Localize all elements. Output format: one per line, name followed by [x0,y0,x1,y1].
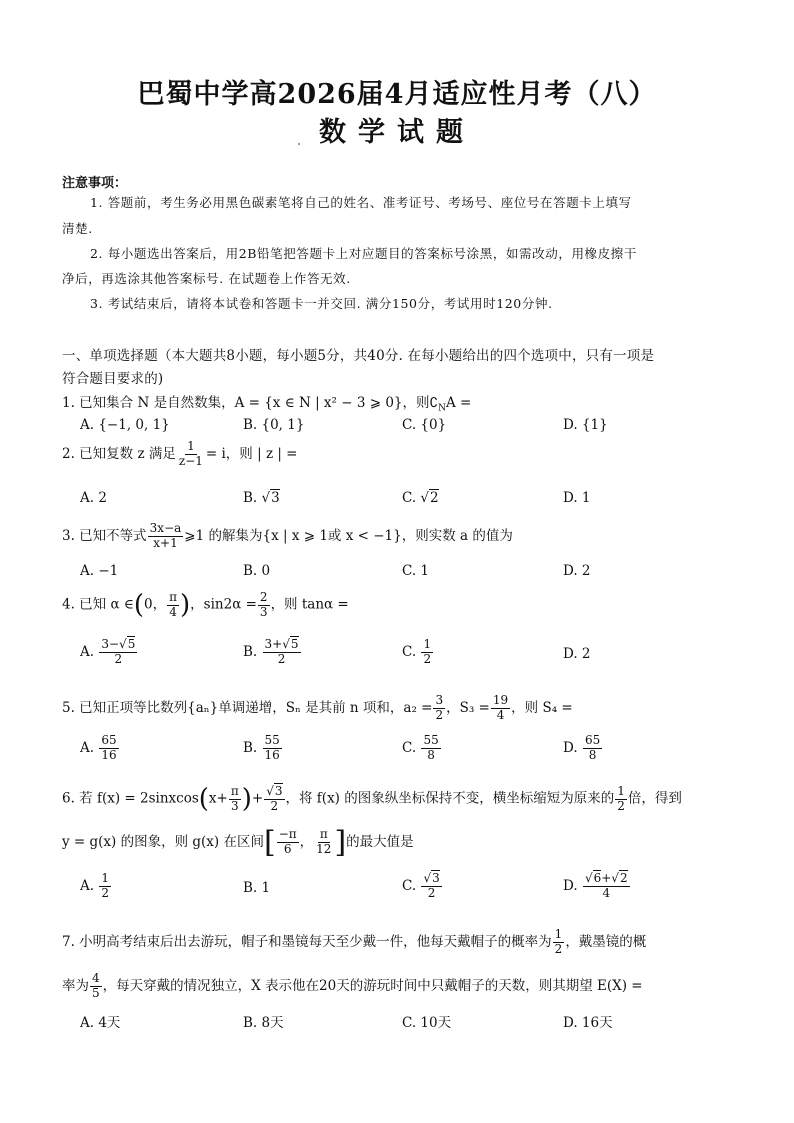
q6-plus: + [251,790,264,807]
q2-option-c: C. √2 [402,490,439,506]
q6-close-bracket: ] [334,825,347,860]
q4-fraction [258,591,270,620]
q6-open-bracket: [ [263,825,276,860]
q6-inner-pre: x+ [208,790,228,807]
q6-pi: π [230,783,239,798]
q4-pre: 4. 已知 α ∈ [62,596,134,613]
q5-option-c-fraction [421,734,440,763]
q5-option-c [402,734,442,763]
q6-line2-pre: y = g(x) 的图象，则 g(x) 在区间 [62,834,264,850]
q4-option-a-num-sqrt: 5 [127,637,136,651]
q6-option-d-sqrt1: 6 [593,871,602,885]
q7-p2-den: 5 [92,985,100,1000]
question-1-stem [62,391,471,414]
q6-line2-post: 的最大值是 [346,834,414,850]
q6-option-a-fraction [99,872,111,901]
q6-option-d-fraction [583,872,630,901]
q6-option-a-label: A. [80,877,95,894]
q1-stem-tail: A = [445,395,472,411]
q6-post2: 倍，得到 [627,790,682,807]
q5-option-a-num: 65 [101,733,117,747]
q6-option-d-plus: + [601,871,612,885]
q6-hi-den: 12 [316,842,332,856]
q4-option-b [243,638,302,667]
question-4-stem [62,590,349,620]
question-7-stem-line-1 [62,928,646,957]
q2-option-b-value: 3 [271,490,280,506]
q7-p2-num: 4 [92,971,100,985]
q5-option-d [563,734,603,763]
notice-heading: 注意事项： [62,176,128,191]
q5-s3-den: 4 [496,707,505,722]
q6-option-a-den: 2 [101,885,109,900]
q7-line2-pre: 率为 [62,977,89,994]
notice-line-3: 2. 每小题选出答案后，用2B铅笔把答题卡上对应题目的答案标号涂黑，如需改动，用橡皮擦干 [90,246,637,261]
q7-option-b: B. 8天 [243,1015,284,1031]
q2-option-d: D. 1 [563,490,591,506]
q5-pre: 5. 已知正项等比数列{aₙ}单调递增，Sₙ 是其前 n 项和，a₂ = [62,699,433,716]
q5-a2-num: 3 [435,693,444,707]
q4-option-a-label: A. [80,643,95,660]
section-heading-line-2: 符合题目要求的) [62,371,164,387]
q5-option-d-den: 8 [588,747,597,762]
q2-option-c-label: C. [402,490,417,506]
q3-fraction-den: x+1 [153,535,178,550]
page-title: 巴蜀中学高2026届4月适应性月考（八） [137,79,657,110]
q6-option-c-sqrt: 3 [432,871,440,885]
q6-option-a-num: 1 [101,871,109,885]
q4-option-c-num: 1 [423,637,432,651]
q4-option-b-label: B. [243,643,258,660]
q5-option-a-den: 16 [101,747,117,762]
q6-interval-hi [314,828,333,857]
q1-complement-sub: N [438,403,446,414]
q1-option-a: A. {−1, 0, 1} [80,417,170,433]
q6-interval-lo [277,828,299,857]
q5-option-b-label: B. [243,739,258,756]
q6-option-c [402,872,443,901]
q6-lo-den: 6 [283,842,292,856]
q5-option-b-num: 55 [264,733,280,747]
q6-option-d-label: D. [563,877,578,894]
q2-option-b-label: B. [243,490,258,506]
q4-option-a-den: 2 [114,651,123,666]
q7-pre: 7. 小明高考结束后出去游玩，帽子和墨镜每天至少戴一件，他每天戴帽子的概率为 [62,933,552,950]
question-3-stem [62,522,513,551]
notice-line-2: 清楚. [62,221,93,236]
q7-line2-post: ，每天穿戴的情况独立，X 表示他在20天的游玩时间中只戴帽子的天数，则其期望 E(X) = [102,977,643,994]
q1-option-d: D. {1} [563,417,608,433]
q6-hi-num: π [319,827,328,842]
q3-fraction [148,522,184,551]
q6-option-c-den: 2 [427,885,436,900]
notice-line-1: 1. 答题前，考生务必用黑色碳素笔将自己的姓名、准考证号、考场号、座位号在答题卡上填写 [90,195,632,210]
q4-mid: ，sin2α = [190,596,257,613]
q4-interval-hi [167,591,179,620]
q3-pre: 3. 已知不等式 [62,527,147,544]
q5-option-c-num: 55 [423,733,439,747]
q6-sqrt3-num: √3 [266,783,283,798]
q4-option-b-fraction [263,638,301,667]
section-heading-line-1: 一、单项选择题（本大题共8小题，每小题5分，共40分. 在每小题给出的四个选项中，只有一项是 [62,348,655,364]
q6-option-c-fraction [421,872,441,901]
q6-pi-third [229,785,241,814]
q4-option-a [80,638,138,667]
q7-option-d: D. 16天 [563,1015,613,1031]
q6-open-paren: ( [198,784,209,814]
q5-option-c-label: C. [402,739,417,756]
decorative-dot [298,143,300,145]
q4-option-b-den: 2 [277,651,286,666]
q4-pi: π [169,589,178,604]
q2-fraction [177,440,205,469]
q1-option-c: C. {0} [402,417,447,433]
q7-p1-num: 1 [554,927,563,941]
q2-option-b: B. √3 [243,490,280,506]
q4-four: 4 [169,604,177,619]
q7-p1 [553,928,565,957]
page-subtitle: 数学试题 [319,117,475,148]
q4-option-b-num: 3+√5 [264,637,299,651]
q6-half-den: 2 [617,798,625,813]
q6-option-d-sqrt2: 2 [619,871,628,885]
q5-option-c-den: 8 [427,747,435,762]
q6-option-d-num: √6+√2 [584,871,628,885]
q6-comma: ， [299,834,314,850]
q6-option-a [80,872,112,901]
q6-option-c-label: C. [402,877,417,894]
question-6-stem-line-1 [62,784,682,814]
q1-option-b: B. {0, 1} [243,417,305,433]
q2-post: = i，则 | z | = [205,445,298,462]
q3-option-a: A. −1 [80,563,119,579]
q4-fraction-num: 2 [259,589,268,604]
question-7-stem-line-2 [62,972,643,1001]
q5-option-d-fraction [583,734,602,763]
q4-fraction-den: 3 [259,604,268,619]
q6-sqrt3-half [264,785,284,814]
q7-post: ，戴墨镜的概 [565,933,647,950]
q7-p1-den: 2 [554,941,563,956]
q7-p2 [90,972,102,1001]
notice-line-4: 净后，再选涂其他答案标号. 在试题卷上作答无效. [62,271,351,286]
q6-sqrt3: 3 [274,783,283,798]
q5-option-b-den: 16 [264,747,280,762]
q4-option-a-num-pre: 3− [101,637,120,651]
q2-fraction-num: 1 [187,439,195,453]
q4-close-paren: ) [180,590,191,620]
question-6-stem-line-2 [62,825,414,860]
question-2-stem [62,440,298,469]
q5-option-a-fraction [99,734,118,763]
q5-option-b [243,734,283,763]
q5-mid: ，S₃ = [446,699,490,716]
q4-option-c [402,638,434,667]
q6-three: 3 [230,798,239,813]
q4-interval-lo: 0， [144,596,167,613]
q5-option-a [80,734,120,763]
q4-option-c-label: C. [402,643,417,660]
q6-lo-num: −π [278,827,297,842]
q4-option-a-num: 3−√5 [101,637,136,651]
q6-option-c-num: √3 [423,871,440,885]
q5-option-d-num: 65 [584,733,601,747]
q4-option-a-fraction [99,638,137,667]
q3-option-d: D. 2 [563,563,591,579]
q4-option-c-fraction [421,638,433,667]
q5-option-b-fraction [263,734,282,763]
q6-half [615,785,627,814]
q2-pre: 2. 已知复数 z 满足 [62,445,176,462]
q1-stem-text: 1. 已知集合 N 是自然数集，A = {x ∈ N | x² − 3 ⩾ 0}，则∁ [62,395,439,411]
q5-option-d-label: D. [563,739,578,756]
q6-option-d [563,872,631,901]
q2-option-a: A. 2 [80,490,107,506]
q6-half-num: 1 [617,783,625,798]
q5-s3-fraction [491,694,510,723]
q6-post: ，将 f(x) 的图象纵坐标保持不变，横坐标缩短为原来的 [285,790,615,807]
q4-option-d: D. 2 [563,646,591,662]
q4-option-c-den: 2 [423,651,432,666]
notice-line-5: 3. 考试结束后，请将本试卷和答题卡一并交回. 满分150分，考试用时120分钟. [90,296,553,311]
q6-pre: 6. 若 f(x) = 2sinxcos [62,790,199,807]
q2-option-c-value: 2 [430,490,439,506]
q5-a2-den: 2 [435,707,444,722]
q3-post: ⩾1 的解集为{x | x ⩾ 1或 x < −1}，则实数 a 的值为 [184,527,513,544]
q4-open-paren: ( [133,590,145,620]
question-5-stem [62,694,573,723]
q4-option-b-num-sqrt: 5 [290,637,299,651]
q7-option-a: A. 4天 [80,1015,121,1031]
q5-post: ，则 S₄ = [511,699,573,716]
q5-s3-num: 19 [492,693,509,707]
q7-option-c: C. 10天 [402,1015,452,1031]
q3-fraction-num: 3x−a [149,521,182,535]
q3-option-c: C. 1 [402,563,430,579]
q6-close-paren: ) [241,784,252,814]
q5-a2-fraction [433,694,445,723]
q2-fraction-den: z−1 [178,453,203,468]
q4-post: ，则 tanα = [270,596,349,613]
q3-option-b: B. 0 [243,563,271,579]
q4-option-b-num-pre: 3+ [264,637,283,651]
q6-option-b: B. 1 [243,880,271,896]
q5-option-a-label: A. [80,739,95,756]
q6-two: 2 [270,798,279,813]
q6-option-d-den: 4 [602,885,611,900]
